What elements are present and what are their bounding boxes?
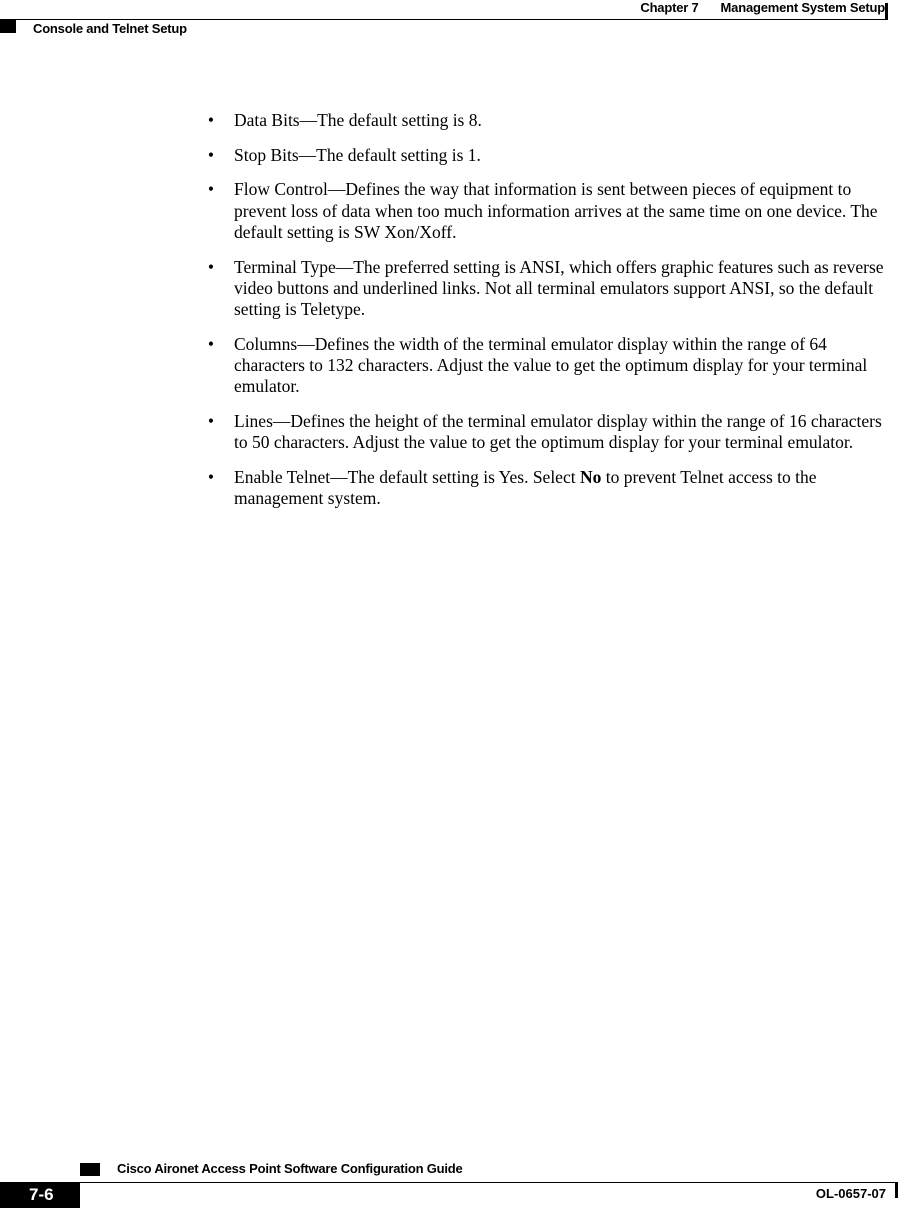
bullet-text: Terminal Type—The preferred setting is ANSI, which offers graphic features such as reverse video buttons and underlined links. Not all terminal emulators support ANSI, so the default setting is Teletype. (234, 256, 884, 319)
header-right-tick (885, 3, 888, 20)
bullet-text (234, 467, 817, 508)
bullet-columns (205, 334, 898, 398)
bullet-icon: • (207, 410, 215, 431)
page-body (205, 110, 898, 523)
chapter-number: Chapter 7 (640, 0, 699, 15)
bullet-icon: • (207, 256, 215, 277)
chapter-title: Management System Setup (720, 0, 885, 15)
bullet-text: Flow Control—Defines the way that information is sent between pieces of equipment to prevent loss of data when too much information arrives at the same time on one device. The default setting is SW Xon/Xoff. (234, 179, 878, 242)
bullet-text: Stop Bits—The default setting is 1. (234, 144, 481, 165)
bullet-stop-bits (205, 145, 898, 166)
document-id: OL-0657-07 (815, 1186, 886, 1201)
bullet-icon: • (207, 144, 215, 165)
bullet-text: Data Bits—The default setting is 8. (234, 110, 482, 130)
bullet-text: Lines—Defines the height of the terminal emulator display within the range of 16 characters to 50 characters. Adjust the value to get the optimum display for your terminal emulator. (234, 410, 882, 452)
bullet-data-bits (205, 110, 898, 131)
bullet-text-before: Enable Telnet—The default setting is Yes. Select (234, 466, 580, 487)
header-left-block (0, 20, 16, 33)
bullet-text: Columns—Defines the width of the terminal emulator display within the range of 64 characters to 132 characters. Adjust the value to get the optimum display for your terminal emulator. (234, 333, 868, 397)
footer-left-block (80, 1163, 100, 1176)
bullet-icon: • (207, 333, 215, 354)
bullet-enable-telnet (205, 467, 898, 509)
section-title: Console and Telnet Setup (33, 21, 187, 36)
bullet-text-bold: No (579, 466, 602, 487)
page-number: 7-6 (0, 1182, 80, 1208)
settings-bullet-list (205, 110, 898, 509)
bullet-text-after: to prevent Telnet access to the management system. (234, 466, 817, 508)
bullet-flow-control (205, 179, 898, 243)
bullet-icon: • (207, 466, 215, 487)
bullet-icon: • (207, 110, 215, 130)
footer-guide-title: Cisco Aironet Access Point Software Configuration Guide (117, 1161, 463, 1176)
bullet-terminal-type (205, 257, 898, 321)
bullet-lines (205, 411, 898, 453)
header-rule (0, 19, 888, 20)
footer-rule (80, 1182, 898, 1183)
bullet-icon: • (207, 179, 215, 200)
footer-right-tick (895, 1182, 898, 1198)
running-header-chapter (640, 0, 885, 16)
